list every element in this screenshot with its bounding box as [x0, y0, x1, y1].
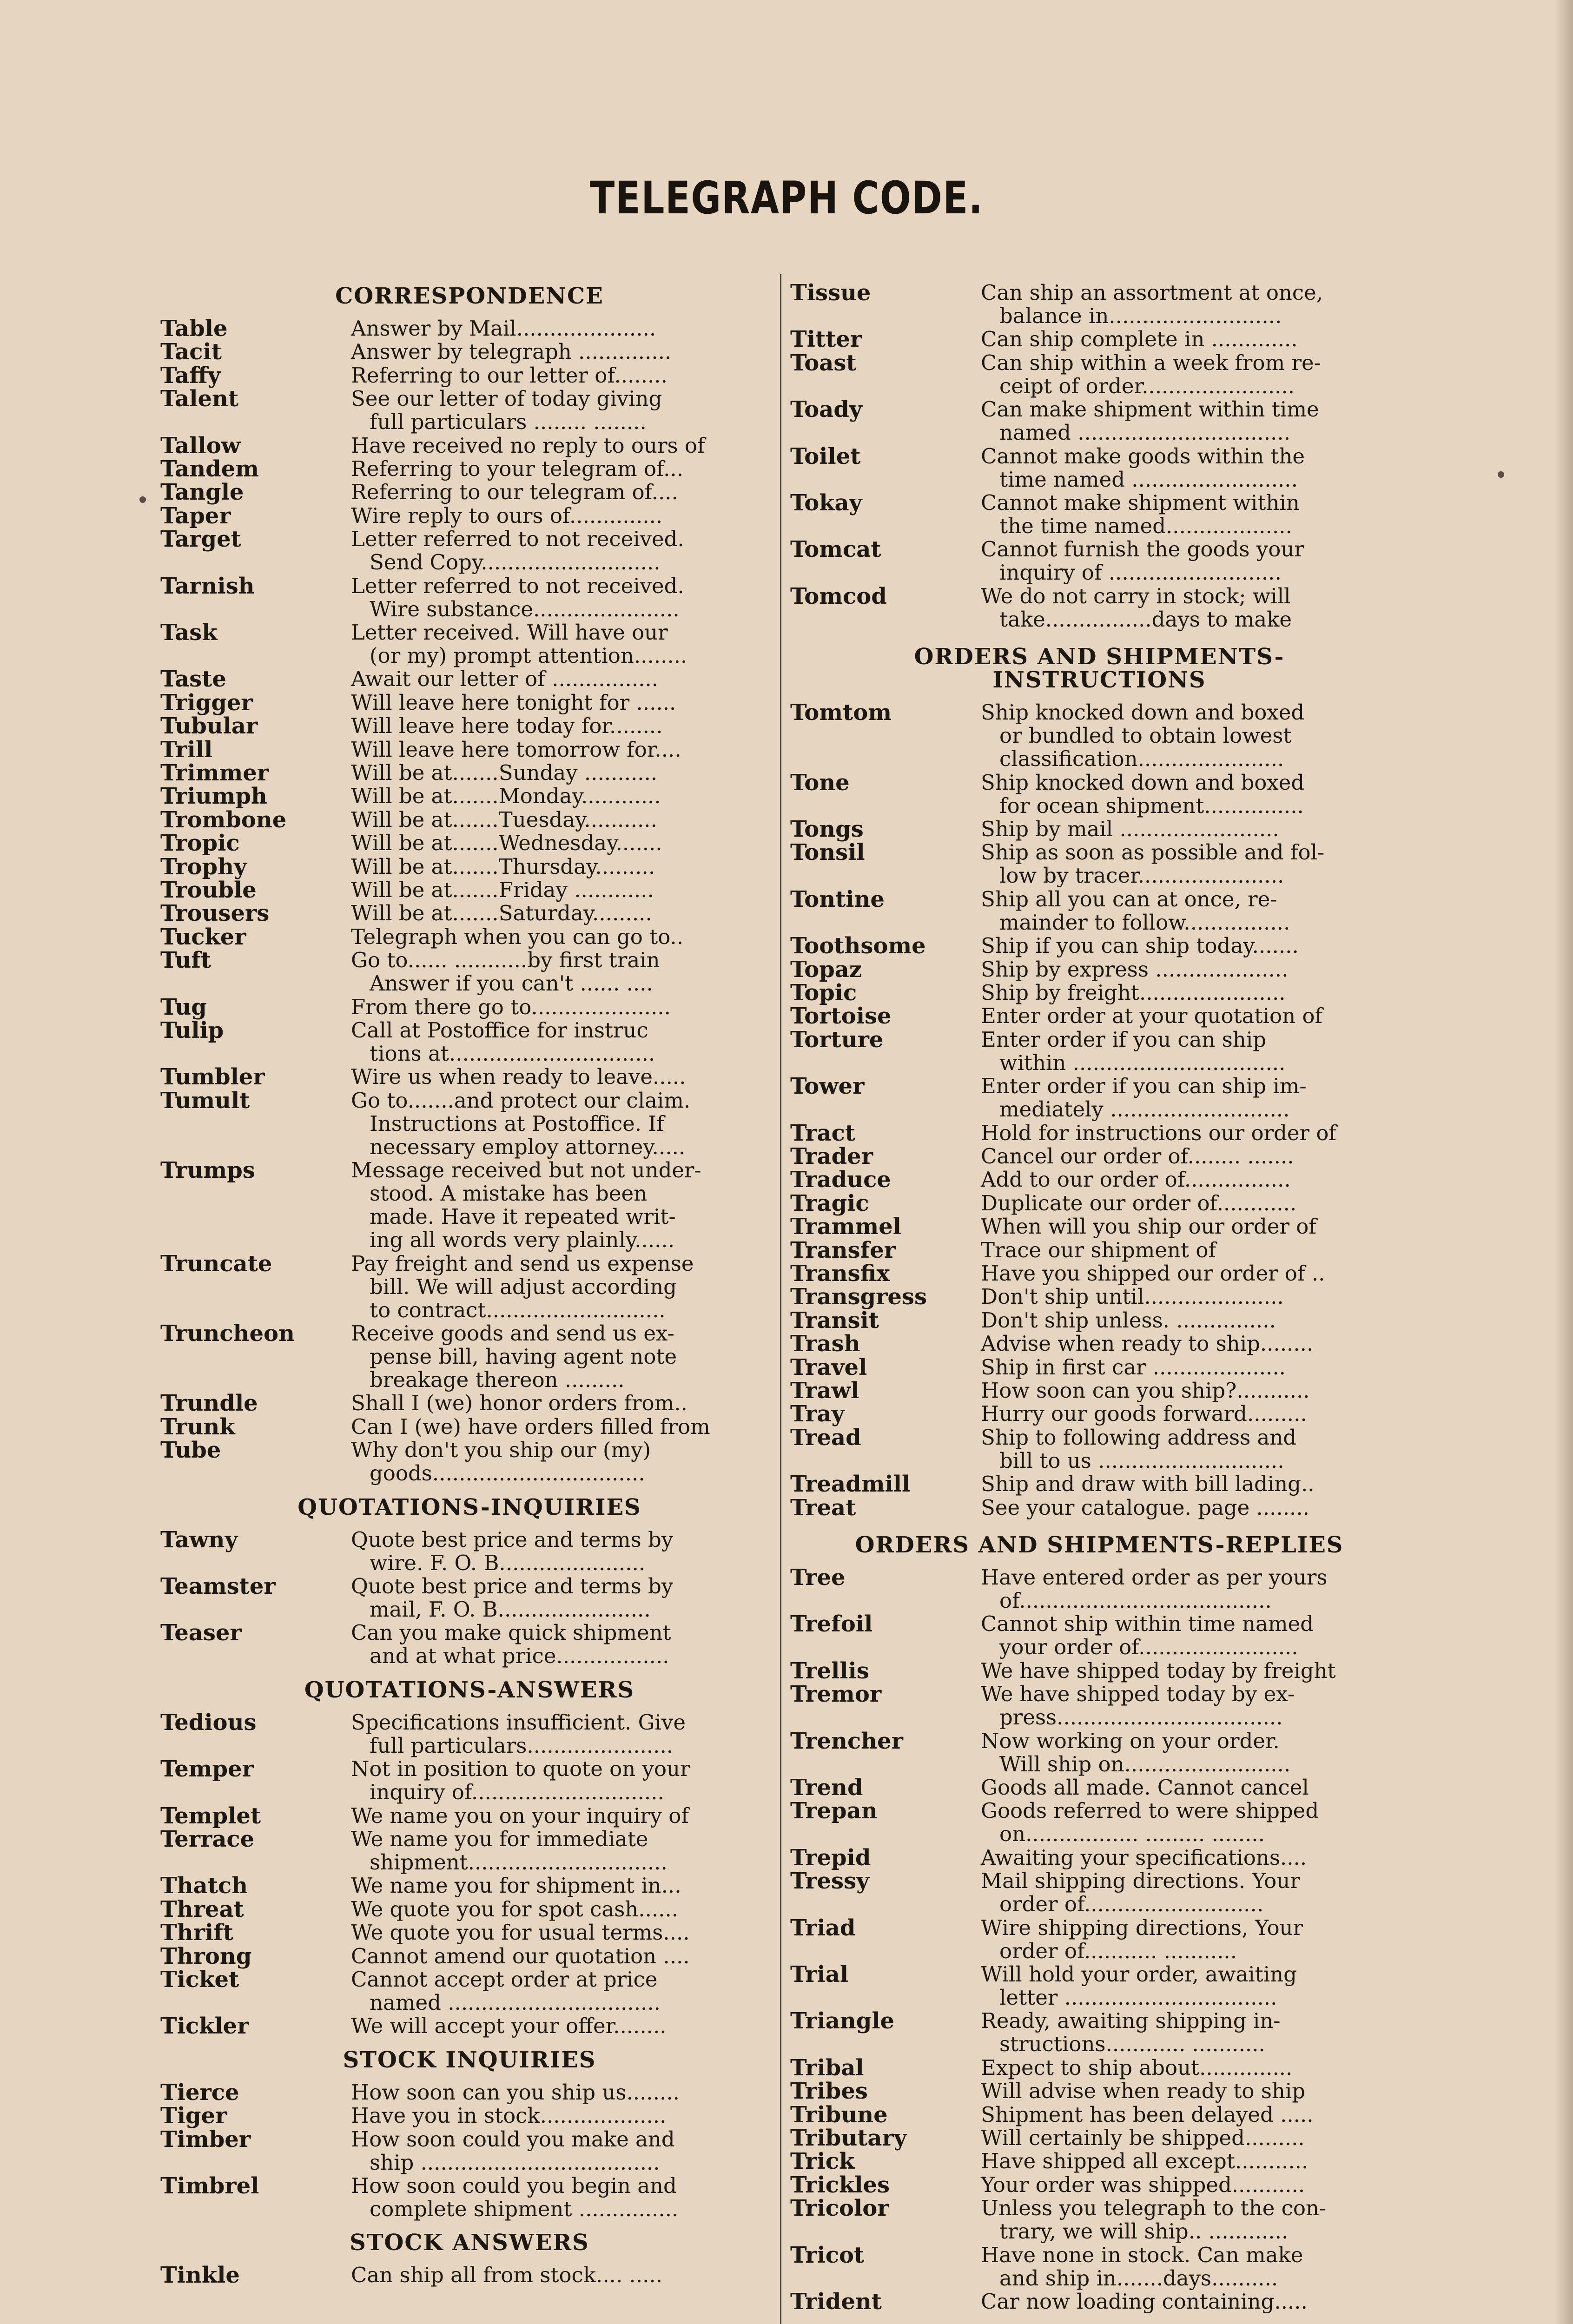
- code-word: Trumps: [160, 1157, 255, 1184]
- code-meaning: Will leave here today for........: [351, 713, 663, 739]
- code-word: Tower: [790, 1073, 865, 1100]
- page-title: TELEGRAPH CODE.: [589, 172, 984, 224]
- code-word: Tomtom: [790, 700, 892, 726]
- code-meaning: We name you for immediate shipment..............................: [351, 1827, 668, 1875]
- code-word: Tedious: [160, 1709, 257, 1736]
- code-word: Tumbler: [160, 1064, 265, 1090]
- code-meaning: Ship in first car ....................: [981, 1354, 1286, 1380]
- code-meaning: Your order was shipped...........: [981, 2172, 1305, 2197]
- code-meaning: Shipment has been delayed .....: [981, 2102, 1314, 2127]
- code-meaning: Will hold your order, awaiting letter ................................: [981, 1962, 1297, 2010]
- code-word: Tallow: [160, 432, 241, 459]
- code-word: Tomcat: [790, 536, 881, 563]
- code-word: Trunk: [160, 1413, 235, 1440]
- code-meaning: Await our letter of ................: [351, 667, 659, 692]
- code-word: Trill: [160, 736, 213, 763]
- code-meaning: Now working on your order. Will ship on.........................: [981, 1728, 1291, 1776]
- code-meaning: Will be at.......Saturday.........: [351, 901, 652, 926]
- code-meaning: Will be at.......Tuesday...........: [351, 807, 657, 832]
- code-meaning: See our letter of today giving full particulars ........ ........: [351, 386, 662, 435]
- code-word: Traduce: [790, 1167, 891, 1193]
- code-meaning: Cannot amend our quotation ....: [351, 1943, 690, 1968]
- code-word: Tissue: [790, 280, 871, 306]
- code-word: Tickler: [160, 2013, 249, 2040]
- code-word: Tubular: [160, 713, 258, 739]
- code-meaning: Will certainly be shipped.........: [981, 2126, 1305, 2150]
- code-word: Tuft: [160, 947, 211, 974]
- code-meaning: See your catalogue. page ........: [981, 1495, 1309, 1520]
- code-word: Trident: [790, 2289, 882, 2315]
- code-meaning: Can ship an assortment at once, balance in..........................: [981, 280, 1323, 328]
- code-word: Torture: [790, 1026, 884, 1053]
- code-meaning: Cancel our order of........ .......: [981, 1144, 1294, 1169]
- code-meaning: Advise when ready to ship........: [981, 1331, 1314, 1356]
- code-word: Tawny: [160, 1526, 238, 1553]
- code-word: Throng: [160, 1943, 252, 1969]
- code-meaning: Ship knocked down and boxed for ocean shipment...............: [981, 770, 1305, 818]
- code-word: Tulip: [160, 1017, 224, 1043]
- code-meaning: Not in position to quote on your inquiry of.............................: [351, 1756, 690, 1805]
- code-meaning: Referring to our telegram of....: [351, 480, 678, 505]
- code-word: Tumult: [160, 1087, 250, 1114]
- code-word: Tandem: [160, 456, 259, 482]
- code-word: Topic: [790, 980, 857, 1006]
- code-meaning: Ship all you can at once, re- mainder to follow................: [981, 886, 1290, 935]
- code-word: Truncate: [160, 1250, 272, 1277]
- code-word: Trellis: [790, 1657, 869, 1684]
- code-meaning: Message received but not under- stood. A mistake has been made. Have it repeated writ- ing all words very plainly......: [351, 1158, 701, 1253]
- code-word: Teamster: [160, 1573, 276, 1599]
- code-word: Transfix: [790, 1261, 890, 1287]
- code-word: Tragic: [790, 1190, 869, 1216]
- code-word: Taper: [160, 502, 231, 529]
- code-meaning: Have you in stock...................: [351, 2103, 667, 2128]
- code-word: Tricot: [790, 2242, 865, 2268]
- code-meaning: Answer by telegraph ..............: [351, 339, 672, 364]
- code-word: Trepid: [790, 1844, 871, 1871]
- code-meaning: Will be at.......Sunday ...........: [351, 760, 658, 785]
- code-word: Tract: [790, 1120, 856, 1146]
- code-meaning: Will leave here tonight for ......: [351, 690, 676, 715]
- code-word: Travel: [790, 1354, 867, 1380]
- code-word: Tomcod: [790, 583, 887, 609]
- code-word: Task: [160, 620, 218, 646]
- code-word: Trepan: [790, 1798, 878, 1824]
- code-meaning: Don't ship until.....................: [981, 1284, 1284, 1309]
- code-word: Trencher: [790, 1728, 903, 1754]
- code-word: Transgress: [790, 1284, 927, 1310]
- code-word: Timbrel: [160, 2173, 259, 2199]
- section-heading-orders-and-shipments-replies: ORDERS AND SHIPMENTS-REPLIES: [855, 1532, 1344, 1558]
- code-meaning: We have shipped today by ex- press..................................: [981, 1682, 1295, 1730]
- code-word: Trophy: [160, 853, 247, 880]
- code-word: Tribal: [790, 2054, 864, 2081]
- code-word: Toady: [790, 396, 862, 423]
- code-word: Trawl: [790, 1378, 859, 1404]
- code-meaning: Will advise when ready to ship: [981, 2079, 1306, 2104]
- code-meaning: Will be at.......Friday ............: [351, 878, 654, 902]
- code-meaning: Unless you telegraph to the con- trary, we will ship.. ............: [981, 2196, 1327, 2244]
- code-meaning: Why don't you ship our (my) goods................................: [351, 1438, 651, 1486]
- code-meaning: How soon can you ship us........: [351, 2080, 680, 2105]
- section-heading-quotations-inquiries: QUOTATIONS-INQUIRIES: [297, 1494, 641, 1520]
- code-word: Tucker: [160, 924, 246, 950]
- code-meaning: Can ship within a week from re- ceipt of order.......................: [981, 350, 1321, 398]
- code-meaning: Have received no reply to ours of: [351, 433, 705, 458]
- code-word: Thrift: [160, 1920, 233, 1946]
- code-meaning: We have shipped today by freight: [981, 1658, 1336, 1683]
- code-word: Tongs: [790, 816, 864, 842]
- section-heading-correspondence: CORRESPONDENCE: [335, 283, 604, 309]
- code-word: Trickles: [790, 2172, 890, 2198]
- code-meaning: Wire shipping directions, Your order of........... ...........: [981, 1915, 1303, 1963]
- code-word: Tonsil: [790, 839, 865, 866]
- code-meaning: Enter order at your quotation of: [981, 1004, 1323, 1029]
- code-word: Tropic: [160, 830, 240, 857]
- code-meaning: Letter referred to not received. Send Copy...........................: [351, 527, 684, 575]
- code-word: Tree: [790, 1565, 846, 1591]
- code-word: Timber: [160, 2126, 251, 2152]
- code-meaning: Add to our order of................: [981, 1167, 1291, 1192]
- code-word: Trammel: [790, 1214, 901, 1240]
- code-meaning: Have none in stock. Can make and ship in.......days..........: [981, 2242, 1303, 2291]
- code-word: Triangle: [790, 2008, 895, 2034]
- code-word: Toilet: [790, 443, 861, 469]
- code-meaning: Goods referred to were shipped on................. ......... ........: [981, 1798, 1319, 1847]
- code-word: Tressy: [790, 1868, 869, 1895]
- code-meaning: Ship by freight......................: [981, 980, 1286, 1005]
- code-meaning: Can ship all from stock.... .....: [351, 2263, 663, 2288]
- code-word: Treat: [790, 1494, 856, 1521]
- code-word: Templet: [160, 1802, 261, 1829]
- code-meaning: Wire us when ready to leave.....: [351, 1064, 686, 1089]
- code-word: Trigger: [160, 689, 253, 716]
- code-word: Trash: [790, 1331, 860, 1357]
- code-word: Talent: [160, 386, 239, 412]
- code-meaning: Awaiting your specifications....: [981, 1845, 1307, 1870]
- code-word: Treadmill: [790, 1471, 911, 1498]
- code-meaning: We do not carry in stock; will take................days to make: [981, 583, 1292, 632]
- code-meaning: Will leave here tomorrow for....: [351, 737, 681, 762]
- code-word: Trader: [790, 1143, 873, 1169]
- code-meaning: Letter referred to not received. Wire substance......................: [351, 573, 684, 621]
- code-word: Toast: [790, 350, 857, 376]
- code-meaning: How soon could you make and ship ....................................: [351, 2126, 675, 2175]
- code-meaning: Don't ship unless. ...............: [981, 1307, 1276, 1333]
- code-meaning: We quote you for spot cash......: [351, 1896, 679, 1921]
- code-meaning: Cannot furnish the goods your inquiry of ..........................: [981, 537, 1304, 585]
- code-meaning: Ship if you can ship today.......: [981, 933, 1299, 958]
- code-meaning: Shall I (we) honor orders from..: [351, 1391, 687, 1416]
- code-meaning: Car now loading containing.....: [981, 2289, 1308, 2314]
- code-word: Temper: [160, 1756, 254, 1783]
- code-word: Tacit: [160, 339, 222, 365]
- code-word: Trimmer: [160, 760, 269, 786]
- page-speck: [139, 496, 146, 503]
- code-meaning: Ship knocked down and boxed or bundled to obtain lowest classification......................: [981, 700, 1305, 772]
- code-word: Tinkle: [160, 2262, 240, 2289]
- code-meaning: Answer by Mail.....................: [351, 316, 656, 341]
- code-word: Tontine: [790, 886, 885, 912]
- code-meaning: Cannot ship within time named your order of........................: [981, 1611, 1314, 1660]
- code-word: Tributary: [790, 2125, 907, 2151]
- code-word: Transfer: [790, 1237, 896, 1263]
- code-word: Thatch: [160, 1873, 248, 1899]
- code-meaning: Duplicate our order of............: [981, 1190, 1297, 1215]
- page-edge-shadow: [1554, 0, 1573, 2324]
- code-meaning: We quote you for usual terms....: [351, 1920, 690, 1945]
- code-word: Trefoil: [790, 1611, 873, 1637]
- section-heading-orders-and-shipments-instructions: ORDERS AND SHIPMENTS- INSTRUCTIONS: [914, 644, 1285, 693]
- section-heading-stock-inquiries: STOCK INQUIRIES: [343, 2047, 596, 2073]
- page-speck: [1498, 471, 1504, 478]
- code-word: Taffy: [160, 362, 221, 389]
- code-meaning: Trace our shipment of: [981, 1237, 1216, 1262]
- code-meaning: Hold for instructions our order of: [981, 1120, 1337, 1145]
- code-meaning: Call at Postoffice for instruc tions at...............................: [351, 1018, 655, 1066]
- code-meaning: Have entered order as per yours of......................................: [981, 1565, 1328, 1613]
- code-meaning: Ready, awaiting shipping in- structions............ ...........: [981, 2008, 1281, 2057]
- code-meaning: We name you for shipment in...: [351, 1873, 681, 1898]
- code-word: Table: [160, 316, 228, 342]
- code-meaning: Go to.......and protect our claim. Instructions at Postoffice. If necessary employ attorney.....: [351, 1088, 691, 1159]
- code-meaning: Ship by mail ........................: [981, 817, 1279, 841]
- code-word: Tokay: [790, 490, 862, 516]
- section-heading-stock-answers: STOCK ANSWERS: [350, 2230, 589, 2256]
- code-meaning: When will you ship our order of: [981, 1214, 1317, 1239]
- code-word: Tricolor: [790, 2195, 889, 2222]
- code-meaning: Have shipped all except...........: [981, 2149, 1309, 2174]
- code-word: Tribune: [790, 2101, 888, 2128]
- code-word: Trundle: [160, 1390, 258, 1417]
- code-word: Terrace: [160, 1826, 255, 1852]
- code-word: Trend: [790, 1775, 863, 1801]
- code-meaning: Ship by express ....................: [981, 957, 1289, 982]
- code-meaning: Wire reply to ours of..............: [351, 503, 663, 528]
- section-heading-quotations-answers: QUOTATIONS-ANSWERS: [304, 1677, 635, 1703]
- code-meaning: Enter order if you can ship im- mediately ...........................: [981, 1074, 1307, 1122]
- code-meaning: Pay freight and send us expense bill. We will adjust according to contract...........................: [351, 1251, 694, 1322]
- code-meaning: Referring to your telegram of...: [351, 456, 684, 481]
- column-divider: [780, 274, 781, 2324]
- code-word: Toothsome: [790, 933, 926, 959]
- code-meaning: Will be at.......Wednesday.......: [351, 831, 662, 856]
- code-meaning: Will be at.......Thursday.........: [351, 854, 655, 879]
- code-meaning: Quote best price and terms by wire. F. O. B......................: [351, 1527, 674, 1575]
- code-word: Target: [160, 526, 241, 553]
- code-word: Tierce: [160, 2079, 239, 2106]
- code-meaning: Specifications insufficient. Give full particulars......................: [351, 1710, 686, 1758]
- code-meaning: Enter order if you can ship within ................................: [981, 1027, 1286, 1075]
- code-meaning: Cannot make goods within the time named .........................: [981, 443, 1305, 492]
- code-word: Tribes: [790, 2078, 868, 2105]
- code-word: Trick: [790, 2148, 855, 2175]
- code-word: Tarnish: [160, 573, 255, 599]
- code-meaning: We name you on your inquiry of: [351, 1803, 689, 1828]
- code-meaning: Ship as soon as possible and fol- low by tracer......................: [981, 840, 1325, 888]
- code-word: Tray: [790, 1401, 845, 1427]
- code-word: Tube: [160, 1437, 221, 1464]
- code-word: Trial: [790, 1961, 849, 1987]
- code-meaning: Can I (we) have orders filled from: [351, 1414, 710, 1439]
- code-meaning: Expect to ship about..............: [981, 2055, 1293, 2080]
- code-word: Tangle: [160, 479, 244, 506]
- code-meaning: Letter received. Will have our (or my) prompt attention........: [351, 620, 687, 668]
- code-meaning: Receive goods and send us ex- pense bill, having agent note breakage thereon .........: [351, 1321, 677, 1392]
- code-word: Triumph: [160, 783, 267, 810]
- code-word: Transit: [790, 1307, 879, 1334]
- code-word: Tread: [790, 1424, 861, 1451]
- code-meaning: Quote best price and terms by mail, F. O. B.......................: [351, 1574, 674, 1622]
- code-word: Truncheon: [160, 1320, 295, 1347]
- code-word: Triad: [790, 1915, 856, 1941]
- code-meaning: From there go to.....................: [351, 994, 671, 1019]
- code-meaning: Have you shipped our order of ..: [981, 1261, 1325, 1286]
- code-word: Tremor: [790, 1681, 882, 1708]
- code-word: Topaz: [790, 956, 862, 983]
- code-meaning: Can make shipment within time named ................................: [981, 397, 1319, 445]
- code-word: Trouble: [160, 877, 257, 903]
- code-meaning: Referring to our letter of........: [351, 363, 668, 388]
- code-meaning: We will accept your offer........: [351, 2014, 667, 2039]
- code-word: Tug: [160, 994, 207, 1020]
- code-word: Taste: [160, 666, 226, 693]
- code-meaning: Goods all made. Cannot cancel: [981, 1775, 1309, 1800]
- code-meaning: Can ship complete in .............: [981, 327, 1298, 352]
- code-meaning: Mail shipping directions. Your order of...........................: [981, 1868, 1300, 1917]
- code-meaning: Can you make quick shipment and at what price.................: [351, 1620, 671, 1669]
- code-word: Tiger: [160, 2103, 227, 2129]
- code-meaning: Telegraph when you can go to..: [351, 924, 684, 949]
- code-meaning: Hurry our goods forward.........: [981, 1401, 1307, 1426]
- code-meaning: Cannot make shipment within the time named...................: [981, 490, 1300, 538]
- code-meaning: Go to...... ...........by first train Answer if you can't ...... ....: [351, 948, 660, 996]
- code-word: Tortoise: [790, 1003, 892, 1030]
- code-meaning: Cannot accept order at price named ................................: [351, 1967, 661, 2015]
- code-word: Titter: [790, 326, 862, 353]
- code-word: Trombone: [160, 806, 287, 833]
- code-word: Trousers: [160, 900, 270, 927]
- code-meaning: Will be at.......Monday............: [351, 784, 661, 809]
- code-word: Threat: [160, 1896, 244, 1922]
- code-meaning: How soon could you begin and complete shipment ...............: [351, 2173, 679, 2221]
- code-word: Tone: [790, 769, 850, 796]
- code-meaning: Ship to following address and bill to us ............................: [981, 1425, 1297, 1473]
- code-word: Ticket: [160, 1967, 239, 1993]
- code-meaning: How soon can you ship?...........: [981, 1378, 1310, 1403]
- code-word: Teaser: [160, 1620, 242, 1646]
- code-meaning: Ship and draw with bill lading..: [981, 1472, 1315, 1497]
